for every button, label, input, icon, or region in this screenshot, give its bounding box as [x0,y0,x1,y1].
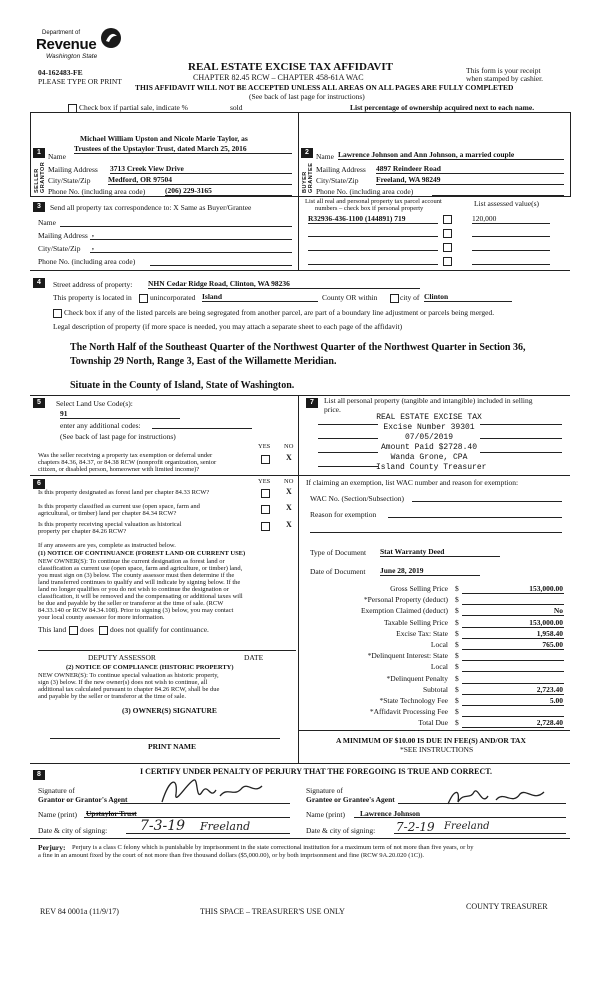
notice-compliance-text: and payable by the seller or transferor at the time of sale. [38,693,186,700]
personal-property-label-1: List all personal property (tangible and intangible) included in selling [324,396,533,405]
excise-stamp-line1: REAL ESTATE EXCISE TAX [376,413,482,422]
buyer-phone-label: Phone No. (including area code) [316,187,414,196]
forest-q3-no-mark[interactable]: X [286,520,292,529]
excise-stamp-title: Island County Treasurer [376,463,487,472]
tax-row-currency: $ [455,606,459,615]
additional-codes-label: enter any additional codes: [60,421,141,430]
assessed-header: List assessed value(s) [474,199,539,208]
section-1-number: 1 [33,148,45,158]
city-of-label: city of [400,293,420,302]
instructions-note: (See back of last page for instructions) [249,92,365,101]
personal-property-checkbox-2[interactable] [443,229,452,238]
buyer-name-field[interactable]: Lawrence Johnson and Ann Johnson, a married couple [338,150,564,160]
legal-description-line2: Township 29 North, Range 3, East of the Willamette Meridian. [70,356,337,367]
ownership-percentage-note: List percentage of ownership acquired next to each name. [350,103,535,112]
land-use-label: Select Land Use Code(s): [56,399,133,408]
corr-city-label: City/State/Zip [38,244,81,253]
land-use-code-field[interactable]: 91 [60,409,180,419]
tax-row-label: Excise Tax: State [396,629,448,638]
seller-phone-label: Phone No. (including area code) [48,187,146,196]
corr-name-label: Name [38,218,56,227]
forest-question-3-l1: Is this property receiving special valuation as historical [38,521,182,528]
forest-question-2-l2: agricultural, or timber) land per chapter 84.34 RCW? [38,510,177,517]
form-revision: REV 84 0001a (11/9/17) [40,907,119,916]
forest-question-2-l1: Is this property classified as current use (open space, farm and [38,503,200,510]
tax-row-label: *Affidavit Processing Fee [369,707,448,716]
forest-question-1: Is this property designated as forest land per chapter 84.33 RCW? [38,489,210,496]
city-field[interactable]: Clinton [424,292,512,302]
buyer-mailing-label: Mailing Address [316,165,366,174]
personal-property-label-2: price. [324,405,341,414]
excise-stamp-line2: Excise Number 39301 [383,423,475,432]
notice-continuance-text: your local county assessor for more information. [38,614,165,621]
seller-city-label: City/State/Zip [48,176,91,185]
seller-grantor-tag: SELLER GRANTOR [34,161,46,193]
notice-compliance-text: NEW OWNER(S): To continue special valuation as historic property, [38,672,219,679]
tax-row-currency: $ [455,662,459,671]
tax-row-currency: $ [455,718,459,727]
grantee-date-field[interactable]: 7-2-19 [396,820,435,834]
tax-row-currency: $ [455,707,459,716]
excise-stamp-amount: Amount Paid $2728.40 [380,443,477,452]
tax-row-label: Exemption Claimed (deduct) [360,606,448,615]
tax-row-currency: $ [455,629,459,638]
grantee-city-field[interactable]: Freeland [444,821,490,832]
tax-row-label: Gross Selling Price [390,584,448,593]
page-subtitle: CHAPTER 82.45 RCW – CHAPTER 458-61A WAC [193,73,364,82]
street-address-label: Street address of property: [53,280,133,289]
perjury-text-1: Perjury is a class C felony which is punishable by imprisonment in the state correctional institution for a maximum term of not more than five years, or by [72,844,474,851]
county-treasurer-label: COUNTY TREASURER [466,902,548,911]
tax-row-value[interactable]: No [553,606,563,615]
corr-phone-label: Phone No. (including area code) [38,257,136,266]
tax-row-value[interactable]: 153,000.00 [529,618,563,627]
street-address-field[interactable]: NHN Cedar Ridge Road, Clinton, WA 98236 [148,279,420,289]
city-of-checkbox[interactable] [390,294,399,303]
notice-continuance-text: you must sign on (3) below. The county assessor must then determine if the [38,572,235,579]
buyer-name-label: Name [316,152,334,161]
receipt-note-2: when stamped by cashier. [466,74,544,83]
section-5-number: 5 [33,398,45,408]
document-date-label: Date of Document [310,567,366,576]
tax-row-value[interactable]: 1,958.40 [536,629,563,638]
perjury-text-2: a fine in an amount fixed by the court of not more than five thousand dollars ($5,000.00), or by both imprisonment and fine (RCW 9A.20.020 (1C)). [38,852,425,859]
parcel-number-field[interactable]: R32936-436-1100 (144891) 719 [308,214,438,224]
see-instructions-note: *SEE INSTRUCTIONS [400,745,474,754]
personal-property-checkbox-1[interactable] [443,215,452,224]
grantor-date-field[interactable]: 7-3-19 [140,818,186,834]
correspondence-label: Send all property tax correspondence to: X Same as Buyer/Grantee [50,203,252,212]
tax-row-label: *Delinquent Penalty [386,674,448,683]
tax-row-value[interactable]: 2,728.40 [536,718,563,727]
land-qualify-label: This land [38,625,67,634]
deputy-assessor-label: DEPUTY ASSESSOR [88,653,156,662]
tax-row-currency: $ [455,618,459,627]
unincorporated-checkbox[interactable] [139,294,148,303]
buyer-mailing-field[interactable]: 4897 Reindeer Road [376,164,564,174]
tax-row-label: Subtotal [422,685,448,694]
segregated-checkbox[interactable] [53,309,62,318]
forest-q1-yes-checkbox[interactable] [261,489,270,498]
tax-row-currency: $ [455,584,459,593]
segregated-label: Check box if any of the listed parcels are being segregated from another parcel, are part of a boundary line adjustment or parcels being merged. [64,308,495,317]
section-2-number: 2 [301,148,313,158]
buyer-city-field[interactable]: Freeland, WA 98249 [376,175,564,185]
land-does-checkbox[interactable] [69,626,78,635]
notice-continuance-text: 84.33.140 or RCW 84.34.108). Prior to signing (3) below, you may contact [38,607,234,614]
county-label: County OR within [322,293,378,302]
logo-revenue: Revenue [36,36,97,53]
notice-continuance-text: classification, it will be removed and the compensating or additional taxes will [38,593,243,600]
tax-row-currency: $ [455,685,459,694]
wac-number-label: WAC No. (Section/Subsection) [310,494,404,503]
treasurer-use-note: THIS SPACE – TREASURER'S USE ONLY [200,907,345,916]
tax-row-label: Total Due [418,718,448,727]
tax-row-label: Local [430,662,448,671]
tax-row-label: Taxable Selling Price [383,618,448,627]
document-type-label: Type of Document [310,548,367,557]
logo-subtitle: Washington State [46,53,98,60]
form-code: 04-162483-FE [38,68,83,77]
grantee-name-label: Name (print) [306,810,345,819]
notice-continuance-text: NEW OWNER(S): To continue the current designation as forest land or [38,558,225,565]
grantor-date-label: Date & city of signing: [38,826,108,835]
grantee-name-field[interactable]: Lawrence Johnson [360,809,421,818]
no-header-5: NO [284,443,294,450]
seller-name-field[interactable]: Trustees of the Upstaylor Trust, dated March 25, 2016 [74,144,292,154]
parcel-header-1: List all real and personal property tax parcel account [305,198,442,205]
seller-name-label: Name [48,152,66,161]
tax-row-value[interactable]: 765.00 [542,640,563,649]
notice-compliance-text: sign (3) below. If the new owner(s) does not wish to continue, all [38,679,208,686]
print-note: PLEASE TYPE OR PRINT [38,77,122,86]
county-field[interactable]: Island [202,292,318,302]
notice-compliance-text: additional tax calculated pursuant to chapter 84.26 RCW, shall be due [38,686,220,693]
exemption-yes-checkbox[interactable] [261,455,270,464]
seller-name-line1: Michael William Upston and Nicole Marie Taylor, as [80,134,248,143]
legal-description-line3: Situate in the County of Island, State of Washington. [70,380,295,391]
forest-q3-yes-checkbox[interactable] [261,522,270,531]
corr-city-value: , [92,242,94,251]
grantor-name-field[interactable]: Upstaylor Trust [86,809,137,818]
buyer-grantee-tag: BUYER GRANTEE [302,162,314,193]
owner-signature-label: (3) OWNER(S) SIGNATURE [122,706,217,715]
yes-header-6: YES [258,478,271,485]
grantee-date-label: Date & city of signing: [306,826,376,835]
exemption-reason-label: Reason for exemption [310,510,377,519]
tax-row-label: *State Technology Fee [379,696,448,705]
assessed-value-field[interactable]: 120,000 [472,214,550,224]
grantee-signature[interactable] [440,782,570,812]
certify-statement: I CERTIFY UNDER PENALTY OF PERJURY THAT THE FOREGOING IS TRUE AND CORRECT. [140,767,493,776]
excise-stamp-name: Wanda Grone, CPA [390,453,468,462]
seller-mailing-field[interactable]: 3713 Creek View Drive [110,164,292,174]
perjury-label: Perjury: [38,843,66,852]
tax-row-currency: $ [455,696,459,705]
legal-description-line1: The North Half of the Southeast Quarter of the Northwest Quarter of the Northwest Quarter in Section 36, [70,342,526,353]
assessor-date-label: DATE [244,653,264,662]
corr-mailing-value: , [92,229,94,238]
forest-q2-yes-checkbox[interactable] [261,505,270,514]
seller-city-field[interactable]: Medford, OR 97504 [108,175,292,185]
section-7-number: 7 [306,398,318,408]
tax-row-currency: $ [455,651,459,660]
seller-phone-field[interactable]: (206) 229-3165 [165,186,292,196]
property-located-label: This property is located in [53,293,132,302]
legal-description-label: Legal description of property (if more space is needed, you may attach a separate sheet to each page of the affidavit) [53,322,403,331]
tax-row-label: Local [430,640,448,649]
notice-continuance-text: be due and payable by the seller or transferor at the time of sale. (RCW [38,600,224,607]
exemption-question-l1: Was the seller receiving a property tax exemption or deferral under [38,452,213,459]
forest-question-3-l2: property per chapter 84.26 RCW? [38,528,127,535]
notice-continuance-text: classification as current use (open space, farm and agriculture, or timber) land, [38,565,243,572]
tax-row-label: *Personal Property (deduct) [363,595,448,604]
corr-mailing-label: Mailing Address [38,231,88,240]
grantor-signature[interactable] [150,772,290,812]
tax-row-label: *Delinquent Interest: State [367,651,448,660]
section-3-number: 3 [33,202,45,212]
tax-row-value[interactable]: 2,723.40 [536,685,563,694]
tax-row-value[interactable]: 153,000.00 [529,584,563,593]
partial-sale-label: Check box if partial sale, indicate % [79,103,188,112]
forest-q1-no-mark[interactable]: X [286,487,292,496]
notice-compliance-title: (2) NOTICE OF COMPLIANCE (HISTORIC PROPERTY) [66,664,234,671]
section-6-number: 6 [33,479,45,489]
receipt-note: This form is your receipt [466,66,541,75]
seller-mailing-label: Mailing Address [48,165,98,174]
exemption-question-l2: chapters 84.36, 84.37, or 84.38 RCW (nonprofit organization, senior [38,459,217,466]
section-4-number: 4 [33,278,45,288]
tax-row-currency: $ [455,595,459,604]
print-name-label: PRINT NAME [148,742,196,751]
grantee-signature-label-1: Signature of [306,786,343,795]
exemption-question-l3: citizen, or disabled person, homeowner with limited income)? [38,466,200,473]
document-type-field[interactable]: Stat Warranty Deed [380,547,500,557]
forest-q2-no-mark[interactable]: X [286,503,292,512]
notice-continuance-text: land transferred continues to qualify and will indicate by signing below. If the [38,579,241,586]
land-does-not-checkbox[interactable] [99,626,108,635]
notice-continuance-title: (1) NOTICE OF CONTINUANCE (FOREST LAND OR CURRENT USE) [38,550,246,557]
document-date-field[interactable]: June 28, 2019 [380,566,480,576]
grantor-signature-label-2: Grantor or Grantor's Agent [38,795,128,804]
no-header-6: NO [284,478,294,485]
logo-top-text: Department of [42,30,81,36]
land-does-label: does [80,625,94,634]
notice-continuance-text: land no longer qualifies or you do not wish to continue the designation or [38,586,229,593]
tax-row-value[interactable]: 5.00 [549,696,563,705]
personal-property-checkbox-4[interactable] [443,257,452,266]
revenue-logo-icon [100,27,122,49]
page-title: REAL ESTATE EXCISE TAX AFFIDAVIT [188,61,393,73]
grantee-signature-label-2: Grantee or Grantee's Agent [306,795,395,804]
personal-property-checkbox-3[interactable] [443,243,452,252]
if-yes-instructions: If any answers are yes, complete as instructed below. [38,542,176,549]
excise-stamp-date: 07/05/2019 [404,433,453,442]
exemption-no-mark[interactable]: X [286,453,292,462]
minimum-due-note: A MINIMUM OF $10.00 IS DUE IN FEE(S) AND/OR TAX [336,736,526,745]
warning-text: THIS AFFIDAVIT WILL NOT BE ACCEPTED UNLESS ALL AREAS ON ALL PAGES ARE FULLY COMPLETED [135,83,514,92]
exemption-wac-label: If claiming an exemption, list WAC number and reason for exemption: [306,478,519,487]
yes-header-5: YES [258,443,271,450]
land-does-not-label: does not qualify for continuance. [110,625,209,634]
grantor-signature-label-1: Signature of [38,786,75,795]
grantor-name-label: Name (print) [38,810,77,819]
sold-label: sold [230,103,243,112]
parcel-header-2: numbers – check box if personal property [315,205,424,212]
tax-row-currency: $ [455,640,459,649]
unincorporated-label: unincorporated [150,293,196,302]
grantor-city-field[interactable]: Freeland [200,820,251,833]
buyer-city-label: City/State/Zip [316,176,359,185]
land-use-instructions: (See back of last page for instructions) [60,432,176,441]
section-8-number: 8 [33,770,45,780]
tax-row-currency: $ [455,674,459,683]
